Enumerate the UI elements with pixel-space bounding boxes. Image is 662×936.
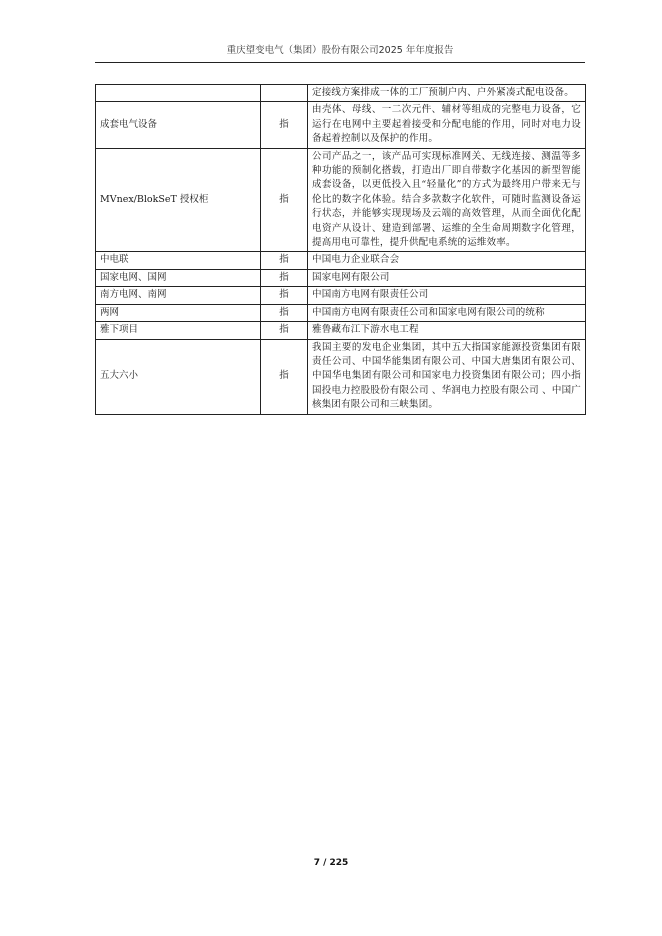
table-row — [96, 148, 586, 252]
refers-to-cell: 指 — [261, 102, 308, 148]
definition-cell: 中国南方电网有限责任公司 — [308, 287, 586, 304]
term-cell — [96, 85, 261, 102]
definition-cell: 定接线方案排成一体的工厂预制户内、户外紧凑式配电设备。 — [308, 85, 586, 102]
definition-cell: 中国南方电网有限责任公司和国家电网有限公司的统称 — [308, 304, 586, 321]
refers-to-cell: 指 — [261, 269, 308, 286]
refers-to-cell: 指 — [261, 304, 308, 321]
table-row — [96, 304, 586, 321]
term-cell: 中电联 — [96, 252, 261, 269]
definition-cell: 由壳体、母线、一二次元件、辅材等组成的完整电力设备，它运行在电网中主要起着接受和分配电能的作用，同时对电力设备起着控制以及保护的作用。 — [308, 102, 586, 148]
definition-cell: 中国电力企业联合会 — [308, 252, 586, 269]
table-row — [96, 102, 586, 148]
page-number: 7 / 225 — [313, 858, 349, 868]
table-row — [96, 269, 586, 286]
term-cell: 五大六小 — [96, 339, 261, 414]
definition-cell: 雅鲁藏布江下游水电工程 — [308, 322, 586, 339]
table-row — [96, 339, 586, 414]
page-header: 重庆望变电气（集团）股份有限公司2025 年年度报告 — [226, 45, 454, 56]
term-cell: 雅下项目 — [96, 322, 261, 339]
table-row — [96, 85, 586, 102]
definition-cell: 国家电网有限公司 — [308, 269, 586, 286]
refers-to-cell: 指 — [261, 339, 308, 414]
term-cell: 成套电气设备 — [96, 102, 261, 148]
refers-to-cell: 指 — [261, 252, 308, 269]
term-cell: 南方电网、南网 — [96, 287, 261, 304]
refers-to-cell: 指 — [261, 148, 308, 252]
glossary-table — [95, 84, 586, 415]
term-cell: 两网 — [96, 304, 261, 321]
refers-to-cell: 指 — [261, 322, 308, 339]
table-row — [96, 252, 586, 269]
term-cell: 国家电网、国网 — [96, 269, 261, 286]
table-row — [96, 322, 586, 339]
refers-to-cell — [261, 85, 308, 102]
header-divider — [95, 62, 585, 63]
term-cell: MVnex/BlokSeT 授权柜 — [96, 148, 261, 252]
table-row — [96, 287, 586, 304]
definition-cell: 我国主要的发电企业集团，其中五大指国家能源投资集团有限责任公司、中国华能集团有限公司、中国大唐集团有限公司、中国华电集团有限公司和国家电力投资集团有限公司；四小指国投电力控股股份有限公司 、华润电力控股有限公司 、中国广核集团有限公司和三峡集团。 — [308, 339, 586, 414]
definition-cell: 公司产品之一，该产品可实现标准网关、无线连接、测温等多种功能的预制化搭载，打造出厂即自带数字化基因的新型智能成套设备，以更低投入且“轻量化”的方式为最终用户带来无与伦比的数字化体验。结合多款数字化软件，可随时监测设备运行状态，并能够实现现场及云端的高效管理，从而全面优化配电资产从设计、建造到部署、运维的全生命周期数字化管理，提高用电可靠性，提升供配电系统的运维效率。 — [308, 148, 586, 252]
refers-to-cell: 指 — [261, 287, 308, 304]
